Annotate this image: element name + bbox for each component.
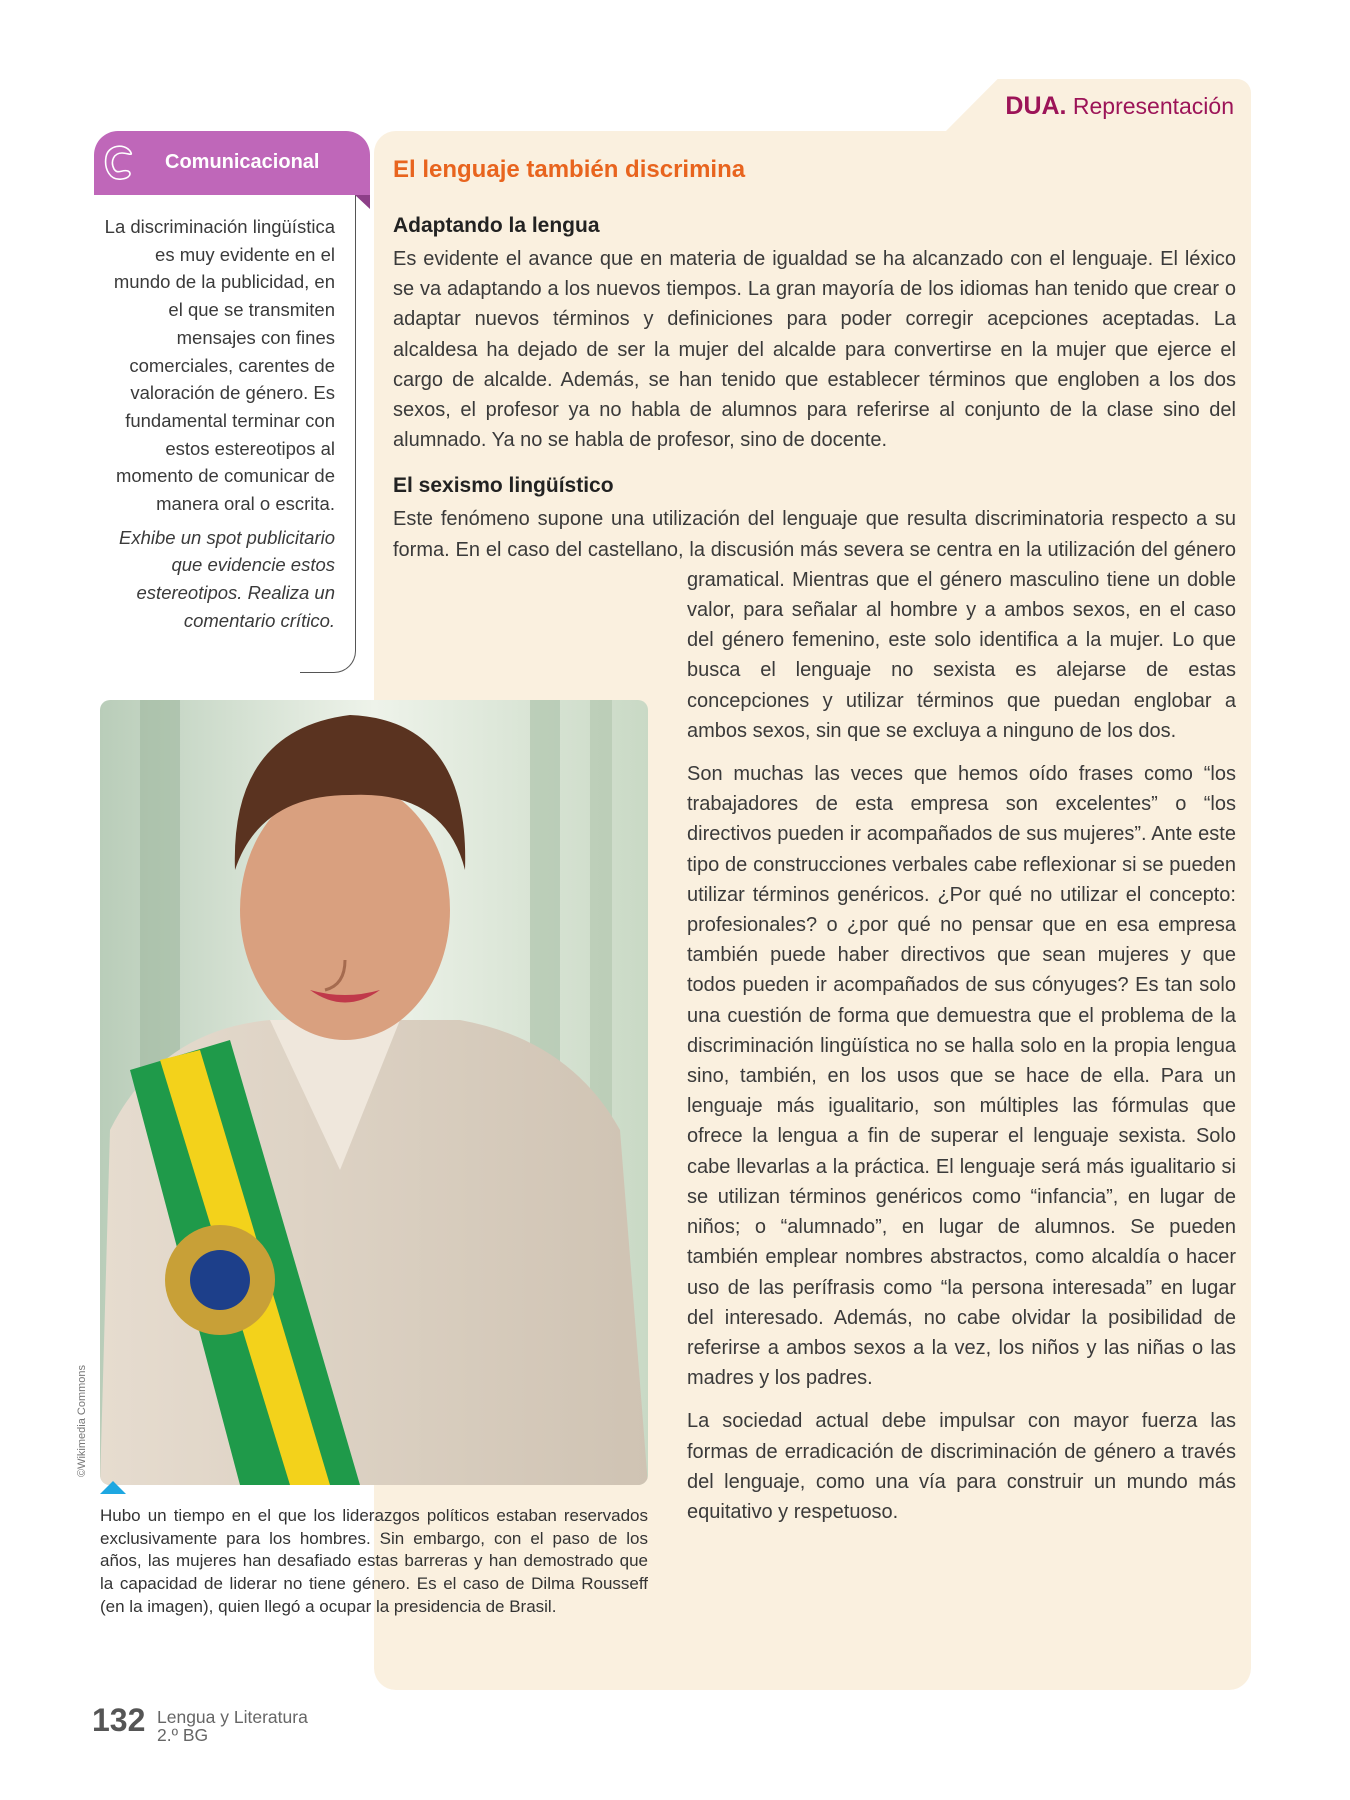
sidebar-text: La discriminación lingüística es muy evidente en el mundo de la publicidad, en el que se transmiten mensajes con fines comerciales, carentes de valoración de género. Es fundamental terminar con estos estereotipos al momento de comunicar de manera oral o escrita. — [104, 216, 335, 515]
dua-bold: DUA. — [1005, 92, 1067, 120]
portrait-photo — [100, 700, 648, 1485]
page-number: 132 — [92, 1702, 146, 1738]
dua-type: Representación — [1072, 93, 1234, 119]
paragraph: Son muchas las veces que hemos oído frases como “los trabajadores de esta empresa son excelentes” o “los directivos pueden ir acompañados de sus mujeres”. Ante este tipo de construcciones verbales cabe reflexionar si se pueden utilizar términos genéricos. ¿Por qué no utilizar el concepto: profesionales? o ¿por qué no pensar que en esa empresa también puede haber directivos que sean mujeres y que todos pueden ir acompañados de sus cónyuges? Es tan solo una cuestión de forma que demuestra que el problema de la discriminación lingüística no se halla solo en la propia lengua sino, también, en los usos que se hace de ella. Para un lenguaje más igualitario, son múltiples las fórmulas que ofrece la lengua a fin de superar el lenguaje sexista. Solo cabe llevarlas a la práctica. El lenguaje será más igualitario si se utilizan términos genéricos como “infancia”, en lugar de niños; o “alumnado”, en lugar de alumnos. Se pueden también emplear nombres abstractos, como alcaldía o hacer uso de las perífrasis como “la persona interesada” en lugar del interesado. Además, no cabe olvidar la posibilidad de referirse a ambos sexos a la vez, los niños y las niñas o las madres y los padres. — [687, 763, 1236, 1390]
subject-name: Lengua y Literatura — [157, 1707, 308, 1727]
photo-credit: ©Wikimedia Commons — [76, 1364, 88, 1477]
paragraph: La sociedad actual debe impulsar con mayor fuerza las formas de erradicación de discriminación de género a través del lenguaje, como una vía para construir un mundo más equitativo y respetuoso. — [687, 1410, 1236, 1523]
caption-pointer-icon — [100, 1481, 126, 1494]
sidebar-activity: Exhibe un spot publicitario que evidencie estos estereotipos. Realiza un comentario crítico. — [119, 526, 335, 631]
page-title: El lenguaje también discrimina — [393, 156, 746, 183]
paragraph: Este fenómeno supone una utilización del lenguaje que resulta discriminatoria respecto a su forma. En el caso del castellano, la discusión más severa se centra en la utilización del género gramatical. Mientras que el género masculino tiene un doble valor, para señalar al hombre y a ambos sexos, en el caso del género femenino, este solo identifica a la mujer. Lo que busca el lenguaje no sexista es alejarse de estas concepciones y utilizar términos que puedan englobar a ambos sexos, sin que se excluya a ninguno de los dos. — [393, 508, 1236, 742]
tab-fold — [355, 195, 370, 209]
paragraph: Es evidente el avance que en materia de igualdad se ha alcanzado con el lenguaje. El léxico se va adaptando a los nuevos tiempos. La gran mayoría de los idiomas han tenido que crear o adaptar nuevos términos y definiciones para poder corregir acepciones aceptadas. La alcaldesa ha dejado de ser la mujer del alcalde para convertirse en la mujer que ejerce el cargo de alcalde. Además, se han tenido que establecer términos que engloben a los dos sexos, el profesor ya no habla de alumnos para referirse al conjunto de la clase sino del alumnado. Ya no se habla de profesor, sino de docente. — [393, 248, 1236, 452]
sidebar-note — [96, 213, 335, 641]
grade: 2.º BG — [157, 1725, 209, 1745]
competence-label: Comunicacional — [165, 151, 320, 173]
footer-subject — [157, 1708, 308, 1744]
dua-label — [1005, 92, 1234, 121]
section-heading: Adaptando la lengua — [393, 214, 600, 237]
communication-icon — [100, 141, 146, 187]
section-heading: El sexismo lingüístico — [393, 474, 614, 498]
competence-tab — [94, 131, 370, 195]
photo-caption: Hubo un tiempo en el que los liderazgos políticos estaban reservados exclusivamente para los hombres. Sin embargo, con el paso de los años, las mujeres han desafiado estas barreras y han demostrado que la capacidad de liderar no tiene género. Es el caso de Dilma Rousseff (en la imagen), quien llegó a ocupar la presidencia de Brasil. — [100, 1506, 648, 1616]
